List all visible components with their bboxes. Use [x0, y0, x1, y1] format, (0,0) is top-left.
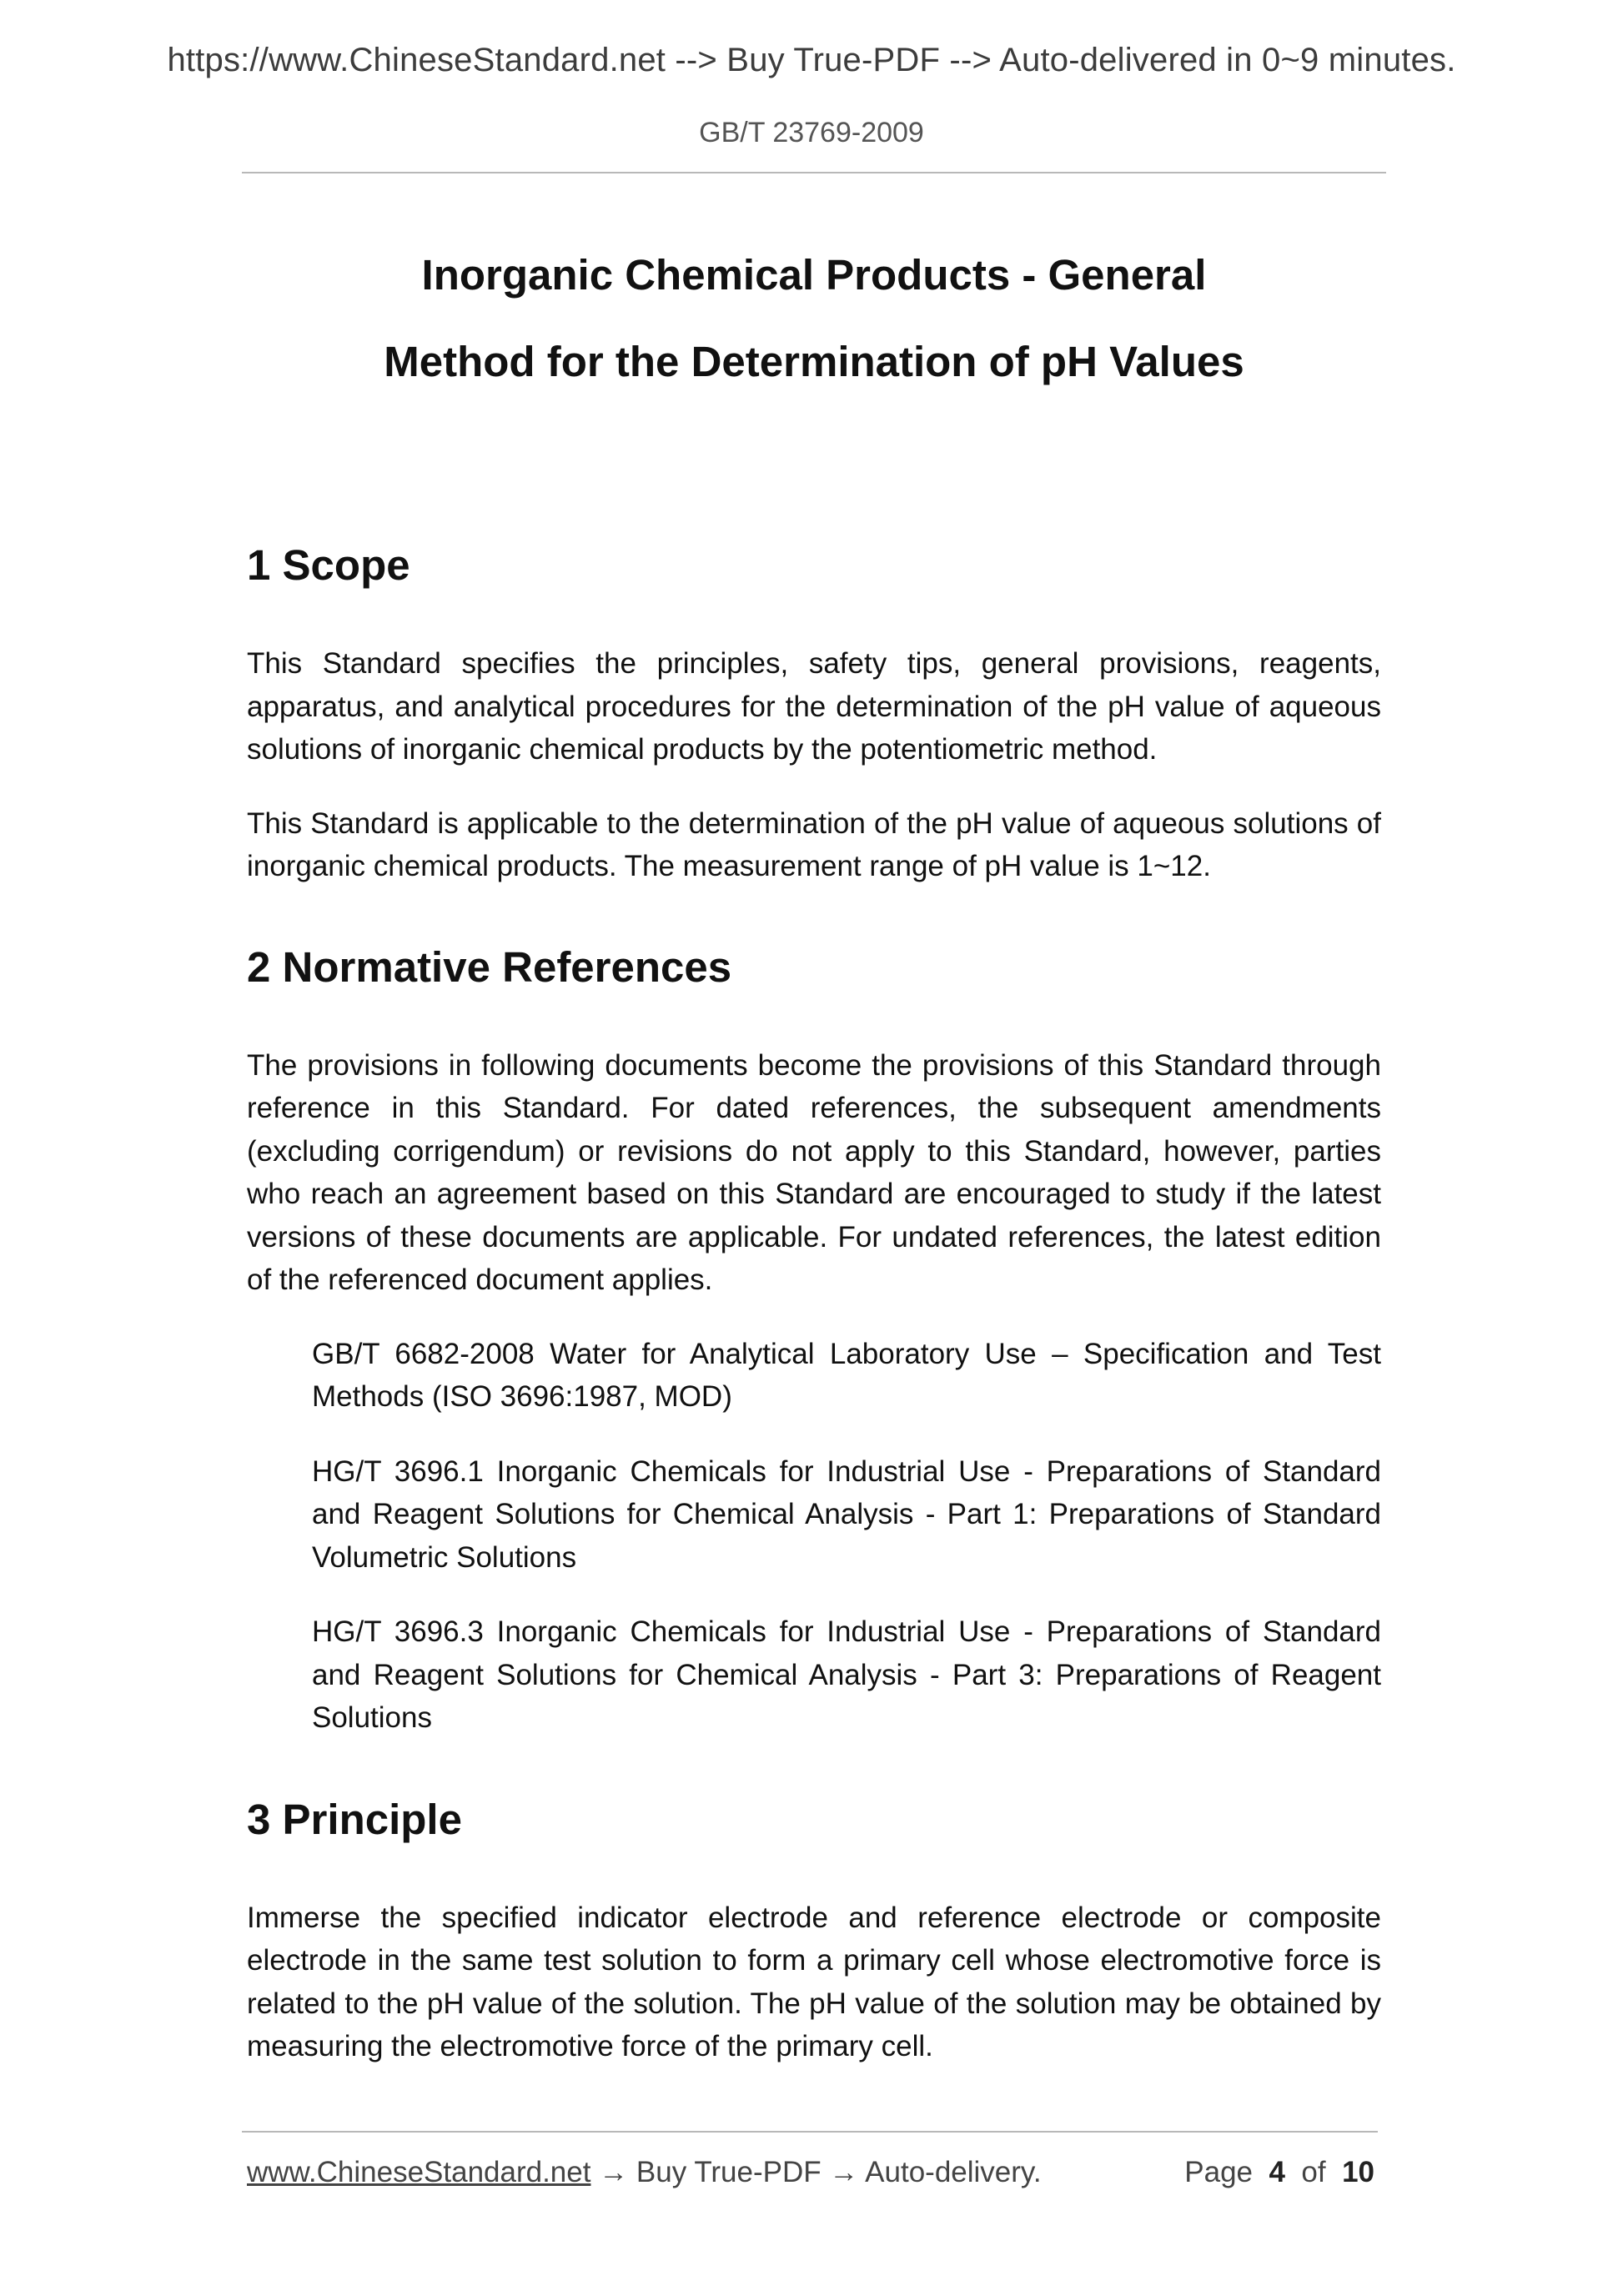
- footer-promo-text: → Buy True-PDF → Auto-delivery.: [590, 2156, 1042, 2188]
- references-paragraph: The provisions in following documents become the provisions of this Standard through reference in this Standard. For dated references, the subsequent amendments (excluding corrigendum) or revisions do not apply to this Standard, however, parties who reach an agreement based on this Standard are encouraged to study if the latest versions of these documents are applicable. For undated references, the latest edition of the referenced document applies.: [247, 1048, 1381, 1296]
- page-label: Page: [1184, 2156, 1254, 2188]
- principle-paragraph: Immerse the specified indicator electrode and reference electrode or composite electrode in the same test solution to form a primary cell whose electromotive force is related to the pH value of the solution. The pH value of the solution may be obtained by measuring the electromotive force of the primary cell.: [247, 1901, 1381, 2062]
- reference-item: GB/T 6682-2008 Water for Analytical Laboratory Use – Specification and Test Methods (ISO 3696:1987, MOD): [312, 1337, 1381, 1413]
- total-pages: 10: [1342, 2156, 1374, 2188]
- footer-website-link[interactable]: www.ChineseStandard.net: [247, 2156, 591, 2188]
- top-banner: https://www.ChineseStandard.net --> Buy True-PDF --> Auto-delivered in 0~9 minutes.: [167, 42, 1456, 78]
- section-heading-principle: 3 Principle: [247, 1795, 462, 1843]
- document-id: GB/T 23769-2009: [699, 117, 924, 148]
- page-footer: [247, 2156, 1378, 2189]
- page-number: [1184, 2156, 1374, 2189]
- scope-paragraph-2: This Standard is applicable to the determination of the pH value of aqueous solutions of inorganic chemical products. The measurement range of pH value is 1~12.: [247, 806, 1381, 882]
- section-heading-scope: 1 Scope: [247, 541, 410, 589]
- current-page: 4: [1269, 2156, 1285, 2188]
- footer-divider: [242, 2131, 1378, 2133]
- title-line-1: Inorganic Chemical Products - General: [421, 251, 1207, 299]
- scope-paragraph-1: This Standard specifies the principles, safety tips, general provisions, reagents, apparatus, and analytical procedures for the determination of the pH value of aqueous solutions of inorganic chemical products by the potentiometric method.: [247, 647, 1381, 766]
- reference-item: HG/T 3696.3 Inorganic Chemicals for Industrial Use - Preparations of Standard and Reagent Solutions for Chemical Analysis - Part 3: Preparations of Reagent Solutions: [312, 1615, 1381, 1734]
- reference-item: HG/T 3696.1 Inorganic Chemicals for Industrial Use - Preparations of Standard and Reagent Solutions for Chemical Analysis - Part 1: Preparations of Standard Volumetric Solutions: [312, 1454, 1381, 1574]
- document-title: [242, 232, 1386, 405]
- section-heading-normative-references: 2 Normative References: [247, 942, 732, 991]
- document-body: [247, 540, 1381, 2099]
- header-divider: [242, 172, 1386, 173]
- of-label: of: [1301, 2156, 1326, 2188]
- title-line-2: Method for the Determination of pH Values: [384, 338, 1244, 385]
